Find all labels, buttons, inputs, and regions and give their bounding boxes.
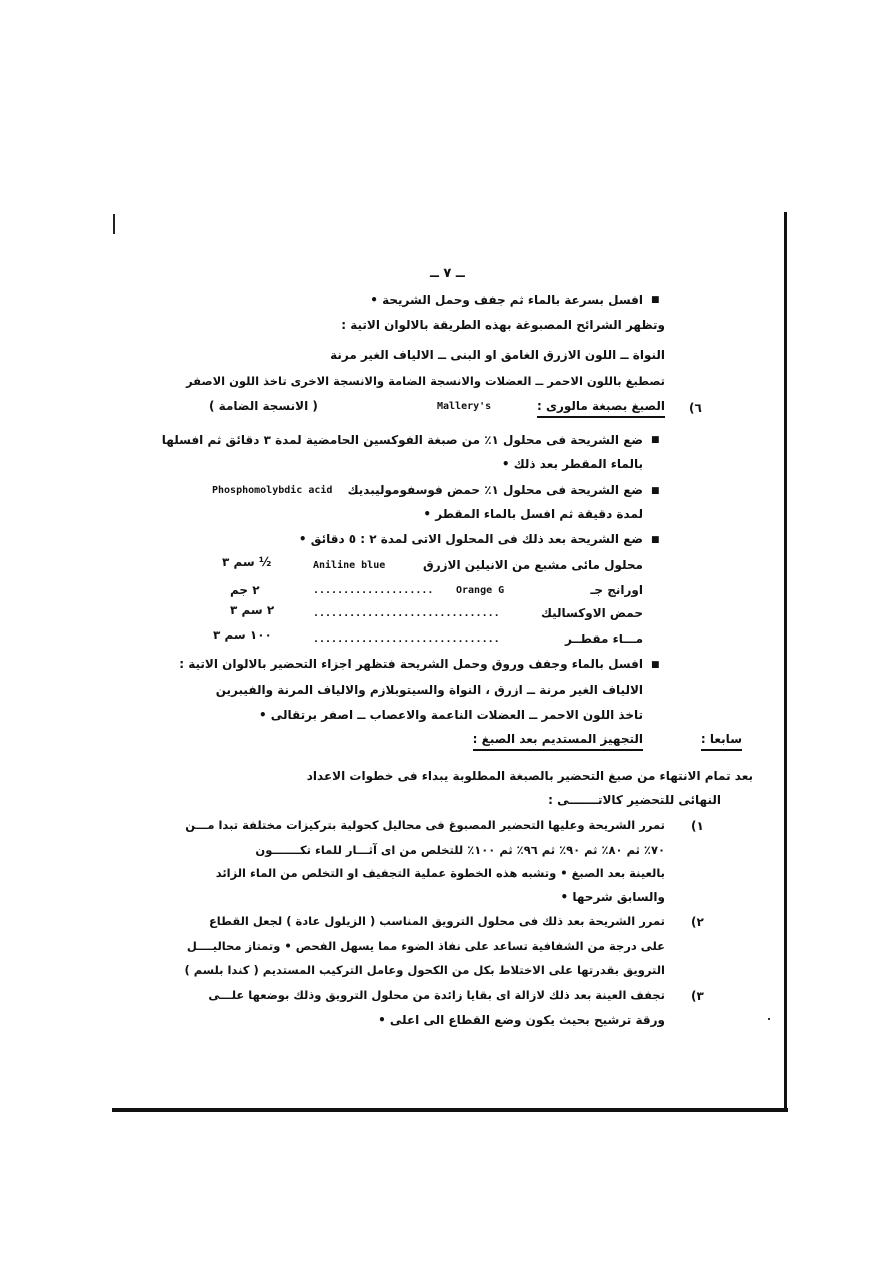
page-border-right xyxy=(784,212,787,1112)
reagent-quantity: ٢ جم xyxy=(230,583,260,597)
reagent-label: اورانج جـ xyxy=(590,583,643,597)
text-line: افسل بالماء وجفف وروق وحمل الشريحة فتظهر اجزاء التحضير بالالوان الاتية : xyxy=(179,657,643,671)
page-number: ــ ٧ ــ xyxy=(430,266,465,281)
text-line: بالماء المقطر بعد ذلك • xyxy=(501,457,643,471)
text-line: ضع الشريحة بعد ذلك فى المحلول الاتى لمدة ٢ : ٥ دقائق • xyxy=(298,532,643,546)
text-line: تمرر الشريحة وعليها التحضير المصبوغ فى محاليل كحولية بتركيزات مختلفة تبدا مـــن xyxy=(185,818,665,832)
text-line: النهائى للتحضير كالاتـــــــى : xyxy=(548,793,721,807)
section-number: ٦) xyxy=(689,401,702,415)
step-number: ٢) xyxy=(691,915,704,929)
text-line: على درجة من الشفافية تساعد على نفاذ الضوء مما يسهل الفحص • وتمتاز محاليــــل xyxy=(186,939,665,953)
text-line: تجفف العينة بعد ذلك لازالة اى بقايا زائدة من محلول الترويق وذلك بوضعها علـــى xyxy=(208,988,665,1002)
scan-mark xyxy=(113,214,115,234)
text-line: بالعينة بعد الصبغ • وتشبه هذه الخطوة عملية التجفيف او التخلص من الماء الزائد xyxy=(215,866,665,880)
bullet-icon: ■ xyxy=(651,435,660,445)
latin-term: Mallery's xyxy=(437,401,492,412)
leader-dots: ............................... xyxy=(313,608,500,619)
bullet-icon: ■ xyxy=(651,660,660,670)
reagent-quantity: ١٠٠ سم ٣ xyxy=(213,628,272,642)
leader-dots: .................... xyxy=(313,585,434,596)
text-line: الترويق بقدرتها على الاختلاط بكل من الكحول وعامل التركيب المستديم ( كندا بلسم ) xyxy=(184,963,665,977)
latin-term: Aniline blue xyxy=(313,560,386,571)
text-line: ٧٠٪ ثم ٨٠٪ ثم ٩٠٪ ثم ٩٦٪ ثم ١٠٠٪ للتخلص من اى آثـــار للماء تكـــــــون xyxy=(255,843,665,857)
text-line: وتظهر الشرائح المصبوغة بهذه الطريقة بالالوان الاتية : xyxy=(341,318,665,332)
reagent-label: حمض الاوكساليك xyxy=(540,606,643,620)
section-label: سابعا : xyxy=(701,731,742,751)
text-line: تاخذ اللون الاحمر ــ العضلات الناعمة والاعصاب ــ اصفر برتقالى • xyxy=(258,708,643,722)
text-line: ورقة ترشيح بحيث يكون وضع القطاع الى اعلى • xyxy=(378,1013,665,1027)
section-title: التجهيز المستديم بعد الصبغ : xyxy=(473,731,643,751)
reagent-quantity: ½ سم ٣ xyxy=(222,555,272,569)
text-line: الالياف الغير مرنة ــ ازرق ، النواة والسيتوبلازم والالياف المرنة والفيبرين xyxy=(215,683,643,697)
text-line: بعد تمام الانتهاء من صبغ التحضير بالصبغة المطلوبة يبداء فى خطوات الاعداد xyxy=(306,769,753,783)
bullet-icon: ■ xyxy=(651,295,660,305)
text-line: النواة ــ اللون الازرق الغامق او البنى ــ الالياف الغير مرنة xyxy=(330,348,665,362)
text-line: لمدة دقيقة ثم افسل بالماء المقطر • xyxy=(423,507,643,521)
page-border-bottom xyxy=(112,1108,788,1112)
step-number: ١) xyxy=(691,819,704,833)
reagent-label: مـــاء مقطــر xyxy=(565,632,643,646)
step-number: ٣) xyxy=(691,989,704,1003)
text-line: ضع الشريحة فى محلول ١٪ حمض فوسفوموليبديك xyxy=(347,483,643,497)
text-line: ضع الشريحة فى محلول ١٪ من صبغة الفوكسين الحامضية لمدة ٣ دقائق ثم افسلها xyxy=(161,433,643,447)
reagent-quantity: ٢ سم ٣ xyxy=(230,603,275,617)
reagent-label: محلول مائى مشبع من الانيلين الازرق xyxy=(423,558,643,572)
latin-term: Phosphomolybdic acid xyxy=(212,485,333,496)
leader-dots: ............................... xyxy=(313,634,500,645)
text-line: والسابق شرحها • xyxy=(560,890,665,904)
bullet-icon: ■ xyxy=(651,486,660,496)
text-line: افسل بسرعة بالماء ثم جفف وحمل الشريحة • xyxy=(370,293,643,307)
text-line: تمرر الشريحة بعد ذلك فى محلول الترويق المناسب ( الزيلول عادة ) لجعل القطاع xyxy=(208,914,665,928)
section-note: ( الانسجة الضامة ) xyxy=(209,399,318,413)
scan-speck xyxy=(768,1018,770,1020)
latin-term: Orange G xyxy=(456,585,505,596)
text-line: تصطبغ باللون الاحمر ــ العضلات والانسجة الضامة والانسجة الاخرى تاخذ اللون الاصفر xyxy=(186,374,665,388)
section-title: الصبغ بصبغة مالورى : xyxy=(537,398,665,418)
bullet-icon: ■ xyxy=(651,535,660,545)
